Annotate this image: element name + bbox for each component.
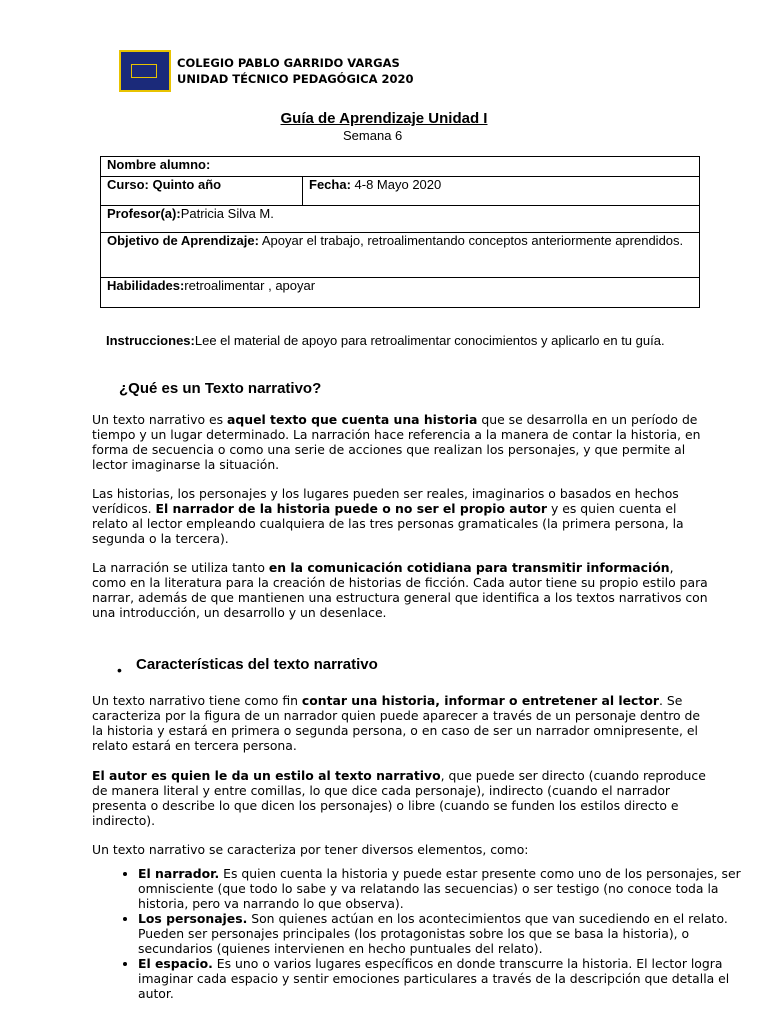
section-heading-characteristics: Características del texto narrativo xyxy=(136,656,378,673)
objective-label: Objetivo de Aprendizaje: xyxy=(107,233,259,248)
section-heading-what-is: ¿Qué es un Texto narrativo? xyxy=(119,380,322,397)
text-run: Un texto narrativo es xyxy=(92,412,228,427)
student-name-cell: Nombre alumno: xyxy=(101,157,700,177)
text-run: que se desarrolla en un período de tiempo y un lugar determinado. La narración hace referencia a la manera de contar la historia, en forma de secuencia o como una serie de acciones que realizan los personajes, y que permite al lector imaginarse la situación. xyxy=(92,412,701,472)
paragraph-purpose xyxy=(92,693,710,753)
teacher-label: Profesor(a): xyxy=(107,206,181,221)
text-run: Un texto narrativo tiene como fin xyxy=(92,693,302,708)
instructions-label: Instrucciones: xyxy=(106,333,195,348)
paragraph-style xyxy=(92,768,710,828)
text-run: , que puede ser directo (cuando reproduce de manera literal y entre comillas, lo que dice cada personaje), indirecto (cuando el narrador presenta o describe lo que dicen los personajes) o libre (cuando se funden los estilos directo e indirecto). xyxy=(92,768,706,828)
text-run-bold: aquel texto que cuenta una historia xyxy=(227,412,478,427)
school-header xyxy=(119,50,414,92)
course-cell: Curso: Quinto año xyxy=(101,177,303,206)
paragraph-usage xyxy=(92,560,710,620)
paragraph-definition xyxy=(92,412,710,472)
school-logo xyxy=(119,50,171,92)
student-info-table xyxy=(100,156,700,308)
element-text: Son quienes actúan en los acontecimientos que van sucediendo en el relato. Pueden ser personajes principales (los protagonistas sobre los que se basa la historia), o secundarios (quienes intervienen en hecho puntuales del relato). xyxy=(138,911,728,956)
element-term: El narrador. xyxy=(138,866,220,881)
date-label: Fecha: xyxy=(309,177,351,192)
paragraph-stories xyxy=(92,486,710,546)
text-run: . Se caracteriza por la figura de un narrador quien puede aparecer a través de un personaje dentro de la historia y estará en primera o segunda persona, o en caso de ser un narrador omnipresente, el relato estará en tercera persona. xyxy=(92,693,701,753)
text-run: La narración se utiliza tanto xyxy=(92,560,269,575)
school-info xyxy=(177,55,414,87)
element-text: Es uno o varios lugares específicos en donde transcurre la historia. El lector logra imaginar cada espacio y sentir emociones particulares a través de la descripción que detalla el autor. xyxy=(138,956,730,1001)
skills-label: Habilidades: xyxy=(107,278,185,293)
element-term: El espacio. xyxy=(138,956,213,971)
text-run: y es quien cuenta el relato al lector empleando cualquiera de las tres personas gramaticales (la primera persona, la segunda o la tercera). xyxy=(92,501,684,546)
instructions-text: Lee el material de apoyo para retroalimentar conocimientos y aplicarlo en tu guía. xyxy=(194,333,665,348)
paragraph-elements-intro: Un texto narrativo se caracteriza por tener diversos elementos, como: xyxy=(92,842,529,857)
bullet-icon: • xyxy=(117,662,122,678)
list-item xyxy=(138,911,758,956)
skills-cell xyxy=(101,278,700,308)
text-run: , como en la literatura para la creación de historias de ficción. Cada autor tiene su propio estilo para narrar, además de que mantienen una estructura general que identifica a los textos narrativos con una introducción, un desarrollo y un desenlace. xyxy=(92,560,708,620)
guide-title: Guía de Aprendizaje Unidad I xyxy=(280,110,488,127)
text-run-bold: en la comunicación cotidiana para transmitir información xyxy=(268,560,670,575)
objective-value: Apoyar el trabajo, retroalimentando conceptos anteriormente aprendidos. xyxy=(258,233,684,248)
element-text: Es quien cuenta la historia y puede estar presente como uno de los personajes, ser omnisciente (que todo lo sabe y va relatando las secuencias) o ser testigo (no conoce toda la historia, pero va narrando lo que observa). xyxy=(138,866,741,911)
instructions xyxy=(106,333,706,348)
date-cell xyxy=(303,177,700,206)
element-term: Los personajes. xyxy=(138,911,248,926)
list-item xyxy=(138,866,758,911)
text-run-bold: El autor es quien le da un estilo al texto narrativo xyxy=(92,768,441,783)
list-item xyxy=(138,956,758,1001)
objective-cell xyxy=(101,233,700,278)
school-unit: UNIDAD TÉCNICO PEDAGÓGICA 2020 xyxy=(177,72,414,86)
text-run: Las historias, los personajes y los lugares pueden ser reales, imaginarios o basados en hechos verídicos. xyxy=(92,486,679,516)
guide-week: Semana 6 xyxy=(343,128,403,143)
school-name: COLEGIO PABLO GARRIDO VARGAS xyxy=(177,56,400,70)
skills-value: retroalimentar , apoyar xyxy=(184,278,316,293)
teacher-value: Patricia Silva M. xyxy=(180,206,274,221)
text-run-bold: El narrador de la historia puede o no ser el propio autor xyxy=(155,501,548,516)
date-value: 4-8 Mayo 2020 xyxy=(350,177,442,192)
text-run-bold: contar una historia, informar o entretener al lector xyxy=(301,693,659,708)
teacher-cell xyxy=(101,206,700,233)
elements-list xyxy=(92,866,758,1001)
